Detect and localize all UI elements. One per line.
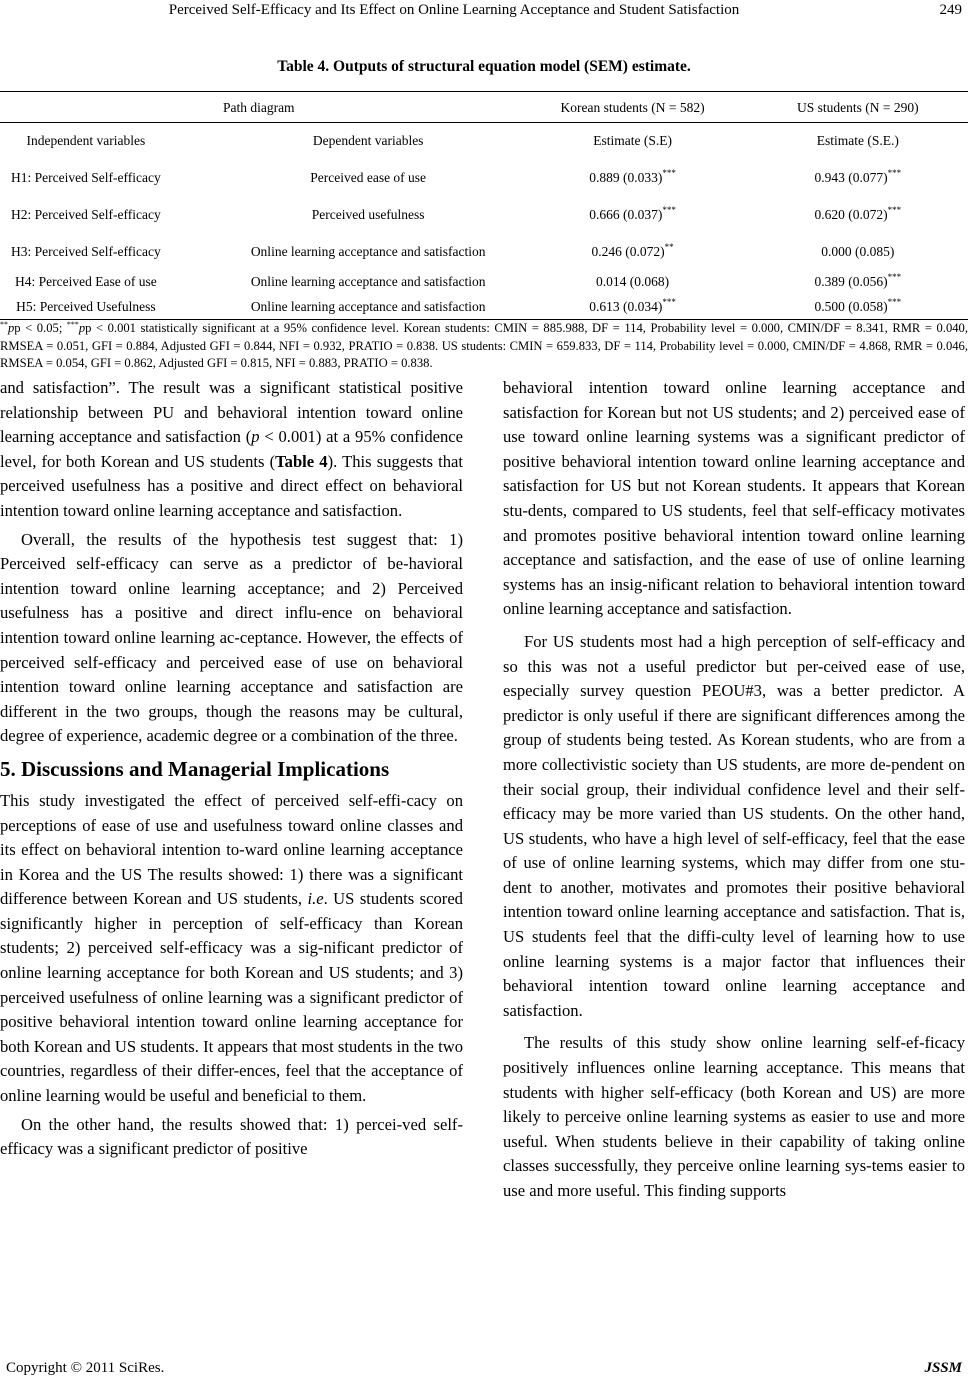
cell-independent: H2: Perceived Self-efficacy xyxy=(11,206,161,222)
page-footer xyxy=(6,1360,962,1382)
table-row xyxy=(0,294,968,320)
arrow-icon xyxy=(172,233,219,270)
header-korean: Korean students (N = 582) xyxy=(518,92,748,123)
paragraph: For US students most had a high perception of self-efficacy and so this was not a useful predictor but per-ceived ease of use, especially survey question PEOU#3, was a better predictor. A predictor is only useful if there are significant differences among the group of students being tested. As Korean students, who are from a more collectivistic society than US students, are more de-pendent on their social group, their individual confidence level and their self-efficacy may be more varied than US students. On the other hand, US students, who have a high level of self-efficacy, feel that the ease of use of online learning systems, which may differ from one stu-dent to another, motivates and promotes their positive behavioral intention toward online learning acceptance and satisfaction. That is, US students feel that the diffi-culty level of learning how to use online learning systems is a major factor that influences their behavioral intention toward online learning acceptance and satisfaction. xyxy=(503,631,965,1020)
table-header-row xyxy=(0,92,968,123)
arrow-icon xyxy=(172,270,219,294)
paragraph: Overall, the results of the hypothesis test suggest that: 1) Perceived self-efficacy can serve as a predictor of be-havioral intention toward online learning acceptance; and 2) Perceived usefulness has a positive and direct influ-ence on behavioral intention toward online learning ac-ceptance. However, the effects of perceived self-efficacy and perceived ease of use on behavioral intention toward online learning acceptance and satisfaction are different in the two groups, though the reasons may be cultural, degree of experience, academic degree or a combination of the three. xyxy=(0,529,463,746)
left-column xyxy=(0,376,463,1162)
cell-korean: 0.246 (0.072)** xyxy=(591,241,674,259)
running-title: Perceived Self-Efficacy and Its Effect on Online Learning Acceptance and Student Satisfaction xyxy=(168,2,740,18)
cell-korean: 0.613 (0.034)*** xyxy=(518,294,748,320)
header-us: US students (N = 290) xyxy=(748,92,968,123)
page-number: 249 xyxy=(939,2,962,18)
sem-table xyxy=(0,91,968,320)
section-heading: 5. Discussions and Managerial Implications xyxy=(0,756,390,781)
cell-independent: H3: Perceived Self-efficacy xyxy=(11,243,161,259)
paragraph: and satisfaction”. The result was a significant statistical positive relationship between PU and behavioral intention toward online learning acceptance and satisfaction (p < 0.001) at a 95% confidence level, for both Korean and US students (Table 4). This suggests that perceived usefulness has a positive and direct effect on behavioral intention toward online learning acceptance and satisfaction. xyxy=(0,378,464,520)
cell-us: 0.620 (0.072)*** xyxy=(814,204,902,222)
subheader-us-estimate: Estimate (S.E.) xyxy=(748,123,968,159)
table-row xyxy=(0,159,968,196)
table-caption: Table 4. Outputs of structural equation model (SEM) estimate. xyxy=(277,58,691,75)
subheader-korean-estimate: Estimate (S.E) xyxy=(518,123,748,159)
cell-independent: H5: Perceived Usefulness xyxy=(0,294,172,320)
table-row xyxy=(0,233,968,270)
subheader-dependent: Dependent variables xyxy=(219,123,518,159)
table-row xyxy=(0,270,968,294)
cell-dependent: Online learning acceptance and satisfaction xyxy=(250,274,486,289)
cell-korean: 0.666 (0.037)*** xyxy=(589,204,676,222)
table-row xyxy=(0,196,968,233)
journal-name: JSSM xyxy=(924,1360,962,1376)
cell-korean: 0.889 (0.033)*** xyxy=(589,167,676,185)
cell-independent: H4: Perceived Ease of use xyxy=(15,274,157,289)
subheader-independent: Independent variables xyxy=(0,123,172,159)
cell-dependent: Perceived ease of use xyxy=(310,169,427,185)
cell-dependent: Perceived usefulness xyxy=(311,206,425,222)
cell-us: 0.500 (0.058)*** xyxy=(748,294,968,320)
paragraph: On the other hand, the results showed that: 1) percei-ved self-efficacy was a significant predictor of positive xyxy=(0,1114,463,1159)
right-column xyxy=(503,376,965,1204)
cell-us: 0.943 (0.077)*** xyxy=(814,167,902,185)
paragraph: This study investigated the effect of perceived self-effi-cacy on perceptions of ease of use and usefulness toward online classes and its effect on behavioral intention to-ward online learning acceptance in Korea and the US The results showed: 1) there was a significant difference between Korean and US students, i.e. US students scored significantly higher in perception of self-efficacy than Korean students; 2) perceived self-efficacy was a sig-nificant predictor of online learning acceptance for both Korean and US students; and 3) perceived usefulness of online learning was a significant predictor of positive behavioral intention toward online learning acceptance for both Korean and US students. It appears that most students in the two countries, regardless of their differ-ences, feel that the acceptance of online learning would be useful and beneficial to them. xyxy=(0,790,463,1106)
paragraph: behavioral intention toward online learning acceptance and satisfaction for Korean but not US students; and 2) perceived ease of use toward online learning systems was a significant predictor of positive behavioral intention toward online learning acceptance and satisfaction for US but not Korean students. It appears that Korean stu-dents, compared to US students, feel that self-efficacy motivates and promotes positive behavioral intention toward online learning acceptance and satisfaction, and the ease of use of online learning systems has an insig-nificant relation to behavioral intention toward online learning acceptance and satisfaction. xyxy=(503,378,965,619)
paragraph: The results of this study show online learning self-ef-ficacy positively influences online learning acceptance. This means that students with higher self-efficacy (both Korean and US) are more likely to perceive online learning systems as easier to use and more useful. When students believe in their capability of taking online classes successfully, they perceive online learning sys-tems easier to use and more useful. This finding supports xyxy=(503,1033,965,1200)
header-path-diagram: Path diagram xyxy=(0,92,518,123)
cell-independent: H1: Perceived Self-efficacy xyxy=(11,169,161,185)
arrow-icon xyxy=(172,294,219,320)
running-header xyxy=(6,0,962,22)
cell-us: 0.389 (0.056)*** xyxy=(814,272,902,289)
arrow-icon xyxy=(172,159,219,196)
cell-dependent: Online learning acceptance and satisfaction xyxy=(219,294,518,320)
arrow-icon xyxy=(172,196,219,233)
table-note: **pp < 0.05; ***pp < 0.001 statistically significant at a 95% confidence level. Korean students: CMIN = 885.988, DF = 114, Probability level = 0.000, CMIN/DF = 8.341, RMR = 0.040, RMSEA = 0.051, GFI = 0.884, Adjusted GFI = 0.844, NFI = 0.932, PRATIO = 0.838. US students: CMIN = 659.833, DF = 114, Probability level = 0.000, CMIN/DF = 4.868, RMR = 0.046, RMSEA = 0.054, GFI = 0.862, Adjusted GFI = 0.815, NFI = 0.883, PRATIO = 0.838. xyxy=(0,320,968,370)
cell-korean: 0.014 (0.068) xyxy=(596,274,670,289)
cell-dependent: Online learning acceptance and satisfaction xyxy=(250,243,486,259)
copyright: Copyright © 2011 SciRes. xyxy=(6,1360,165,1376)
cell-us: 0.000 (0.085) xyxy=(821,243,895,259)
table-subheader-row xyxy=(0,123,968,159)
